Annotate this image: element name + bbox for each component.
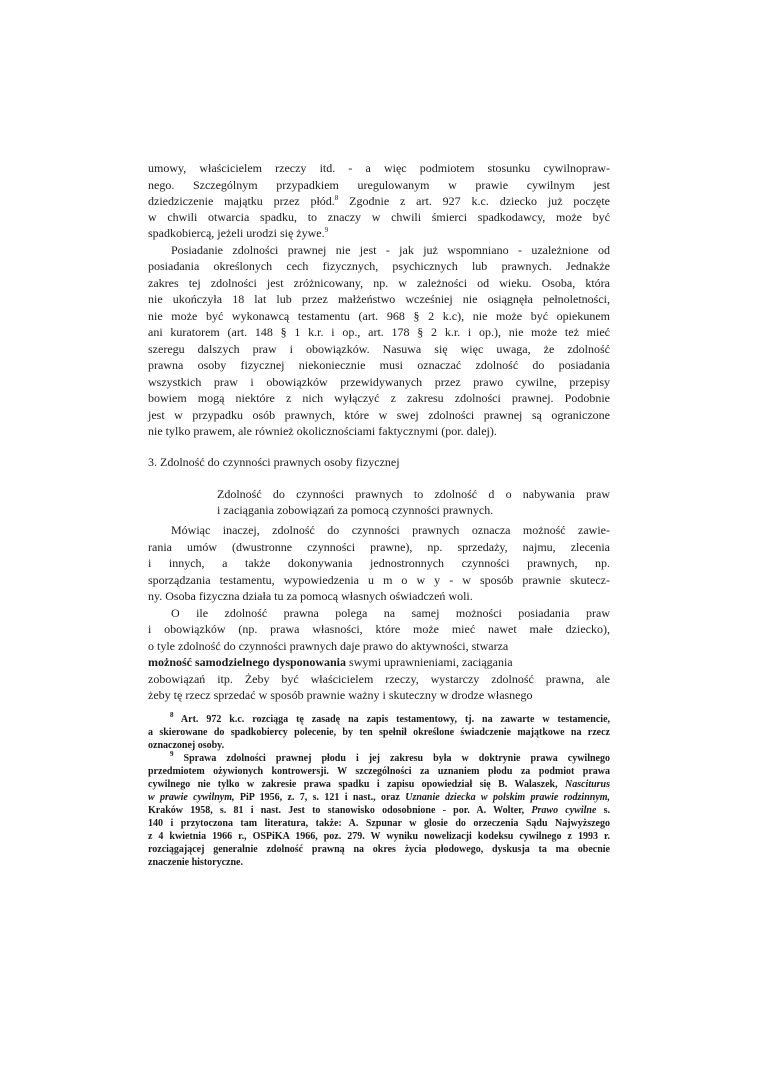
- body-line: O ile zdolność prawna polega na samej możności posiadania praw: [171, 606, 610, 620]
- section-heading: 3. Zdolność do czynności prawnych osoby fizycznej: [148, 455, 400, 469]
- body-line: prawna osoby fizycznej niekoniecznie musi oznaczać zdolność do posiadania: [148, 358, 610, 372]
- body-line: rania umów (dwustronne czynności prawne), np. sprzedaży, najmu, zlecenia: [148, 540, 610, 554]
- body-line: żeby tę rzecz sprzedać w sposób prawnie ważny i skuteczny w drodze własnego: [148, 688, 533, 702]
- body-line: i obowiązków (np. prawa własności, które może mieć nawet małe dziecko),: [148, 622, 610, 636]
- footnote-8: [170, 713, 610, 726]
- footnote-line: [148, 778, 610, 791]
- footnote-line: z 4 kwietnia 1966 r., OSPiKA 1966, poz. 279. W wyniku nowelizacji kodeksu cywilnego z 1993 r.: [148, 831, 610, 842]
- body-line: [148, 654, 610, 670]
- footnote-line: a skierowane do spadkobiercy polecenie, by ten spełnił określone świadczenie majątkowe na rzecz: [148, 727, 610, 738]
- body-line: nie tylko prawem, ale również okolicznościami faktycznymi (por. dalej).: [148, 424, 497, 438]
- body-line: nego. Szczególnym przypadkiem uregulowanym w prawie cywilnym jest: [148, 178, 610, 192]
- footnote-line: znaczenie historyczne.: [148, 857, 243, 868]
- body-line: szeregu dalszych praw i obowiązków. Nasuwa się więc uwaga, że zdolność: [148, 342, 610, 356]
- body-line: i innych, a także dokonywania jednostronnych czynności prawnych, np.: [148, 556, 610, 570]
- footnote-9: [170, 752, 610, 765]
- body-line: o tyle zdolność do czynności prawnych daje prawo do aktywności, stwarza: [148, 639, 509, 653]
- body-line: jest w przypadku osób prawnych, które w swej zdolności prawnej są ograniczone: [148, 408, 610, 422]
- citation-title: Uznanie dziecka w polskim prawie rodzinnym,: [405, 792, 611, 803]
- body-line: w chwili otwarcia spadku, to znaczy w chwili śmierci spadkodawcy, może być: [148, 210, 610, 224]
- definition-line: i zaciągania zobowiązań za pomocą czynności prawnych.: [217, 503, 494, 517]
- footnote-number: 8: [170, 711, 174, 719]
- body-line: Posiadanie zdolności prawnej nie jest - jak już wspomniano - uzależnione od: [171, 243, 610, 257]
- body-line: ny. Osoba fizyczna działa tu za pomocą własnych oświadczeń woli.: [148, 589, 473, 603]
- body-line: Mówiąc inaczej, zdolność do czynności prawnych oznacza możność zawie-: [171, 523, 610, 537]
- body-line-text: spadkobiercą, jeżeli urodzi się żywe.: [148, 226, 325, 240]
- body-line: umowy, właścicielem rzeczy itd. - a więc podmiotem stosunku cywilnopraw-: [148, 161, 610, 175]
- body-line: sporządzania testamentu, wypowiedzenia u m o w y - w sposób prawnie skutecz-: [148, 573, 610, 587]
- body-line: nie może być wykonawcą testamentu (art. 968 § 2 k.c), nie może być opiekunem: [148, 309, 610, 323]
- footnote-line: oznaczonej osoby.: [148, 740, 225, 751]
- footnote-line: [148, 791, 610, 804]
- body-line: nie ukończyła 18 lat lub przez małżeństwo wcześniej nie osiągnęła pełnoletności,: [148, 292, 610, 306]
- body-line: posiadania określonych cech fizycznych, psychicznych lub prawnych. Jednakże: [148, 259, 610, 273]
- footnote-text: Kraków 1958, s. 81 i nast. Jest to stanowisko odosobnione - por. A. Wolter,: [148, 805, 525, 816]
- definition-line: Zdolność do czynności prawnych to zdolność d o nabywania praw: [217, 487, 610, 501]
- footnote-text: Art. 972 k.c. rozciąga tę zasadę na zapis testamentowy, tj. na zawarte w testamencie,: [180, 714, 611, 725]
- footnote-number: 9: [170, 750, 174, 758]
- footnote-ref[interactable]: 8: [334, 194, 339, 202]
- footnote-line: rozciągającej generalnie zdolność prawną na okres życia płodowego, dyskusja ta ma obecnie: [148, 844, 610, 855]
- footnote-line: [148, 804, 610, 817]
- body-line: bowiem mogą niektóre z nich wyłączyć z zakresu zdolności prawnej. Podobnie: [148, 391, 610, 405]
- footnote-line: przedmiotem ożywionych kontrowersji. W szczególności za uznaniem płodu za podmiot prawa: [148, 766, 610, 777]
- body-line: [148, 225, 610, 241]
- citation-title: w prawie cywilnym,: [148, 792, 235, 803]
- citation-title: Nasciturus: [564, 779, 610, 790]
- body-line: ani kuratorem (art. 148 § 1 k.r. i op., art. 178 § 2 k.r. i op.), nie może też mieć: [148, 325, 610, 339]
- body-line: wszystkich praw i obowiązków przewidywanych przez prawo cywilne, przepisy: [148, 375, 610, 389]
- body-line: [148, 193, 610, 209]
- footnote-text: cywilnego nie tylko w zakresie prawa spadku i zapisu opowiedział się B. Walaszek,: [148, 779, 558, 790]
- body-line: zobowiązań itp. Żeby być właścicielem rzeczy, wystarczy zdolność prawna, ale: [148, 672, 610, 686]
- body-line-text: swymi uprawnieniami, zaciągania: [349, 655, 513, 669]
- body-line: zakres tej zdolności jest zróżnicowany, np. w zależności od wieku. Osoba, która: [148, 276, 610, 290]
- citation-title: Prawo cywilne: [531, 805, 597, 816]
- footnote-text: PiP 1956, z. 7, s. 121 i nast., oraz: [239, 792, 400, 803]
- body-line-text: dziedziczenie majątku przez płód.: [148, 194, 335, 208]
- body-line-text: Zgodnie z art. 927 k.c. dziecko już poczęte: [349, 194, 611, 208]
- footnote-ref[interactable]: 9: [324, 226, 329, 234]
- footnote-text: Sprawa zdolności prawnej płodu i jej zakresu była w doktrynie prawa cywilnego: [183, 753, 610, 764]
- footnote-line: 140 i przytoczona tam literatura, także: A. Szpunar w glosie do orzeczenia Sądu Najwyższego: [148, 818, 610, 829]
- bold-phrase: możność samodzielnego dysponowania: [148, 655, 347, 669]
- footnote-text: s.: [603, 805, 611, 816]
